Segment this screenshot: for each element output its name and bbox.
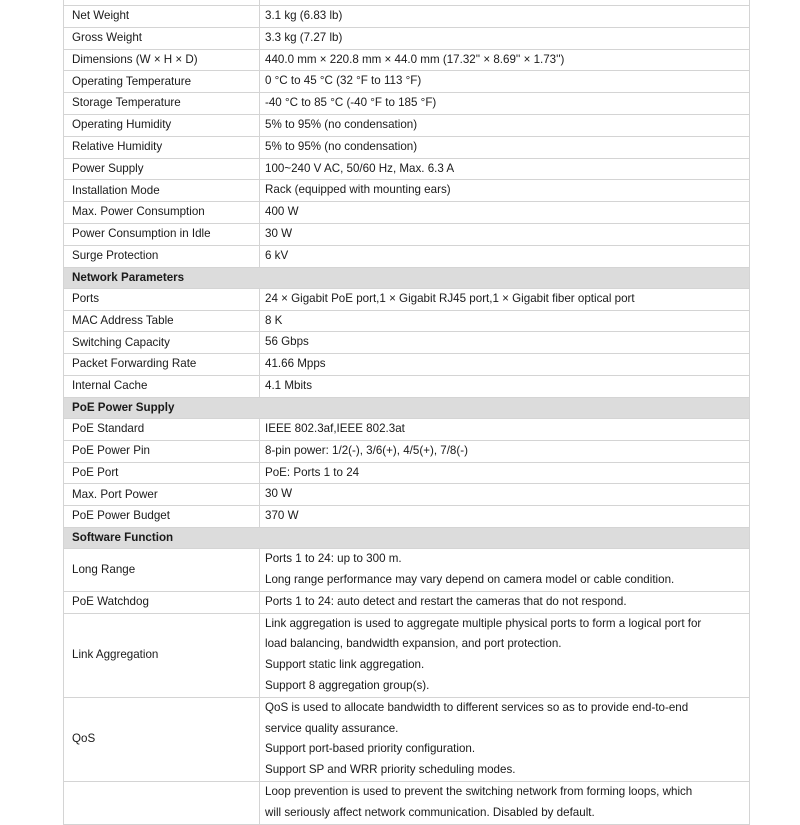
spec-key: Power Supply: [64, 158, 260, 180]
spec-key: [64, 781, 260, 824]
table-row: [64, 27, 750, 49]
spec-key: PoE Watchdog: [64, 591, 260, 613]
spec-value: [260, 591, 750, 613]
table-row: [64, 332, 750, 354]
spec-value-line: 0 °C to 45 °C (32 °F to 113 °F): [265, 74, 422, 88]
spec-key: Dimensions (W × H × D): [64, 49, 260, 71]
spec-value-line: 30 W: [265, 487, 293, 501]
spec-value-line: Loop prevention is used to prevent the switching network from forming loops, which: [265, 784, 693, 798]
spec-value-line: IEEE 802.3af,IEEE 802.3at: [265, 421, 405, 435]
spec-value-line: 56 Gbps: [265, 335, 309, 349]
spec-value-line: 30 W: [265, 226, 293, 240]
spec-key: Switching Capacity: [64, 332, 260, 354]
table-row: [64, 484, 750, 506]
spec-key: PoE Power Budget: [64, 506, 260, 528]
spec-key: Long Range: [64, 549, 260, 592]
table-row: [64, 245, 750, 267]
spec-key: Power Consumption in Idle: [64, 223, 260, 245]
section-header-row: [64, 397, 750, 418]
spec-key: Link Aggregation: [64, 613, 260, 697]
spec-key: Relative Humidity: [64, 136, 260, 158]
table-row: [64, 180, 750, 202]
section-header-row: [64, 267, 750, 288]
table-row: [64, 549, 750, 592]
table-row: [64, 288, 750, 310]
spec-value: [260, 418, 750, 440]
spec-value-line: 5% to 95% (no condensation): [265, 139, 418, 153]
spec-value-line: PoE: Ports 1 to 24: [265, 465, 360, 479]
table-row: [64, 781, 750, 824]
spec-value: [260, 223, 750, 245]
table-row: [64, 613, 750, 697]
spec-key: Ports: [64, 288, 260, 310]
spec-key: Operating Temperature: [64, 71, 260, 93]
spec-value-line: 440.0 mm × 220.8 mm × 44.0 mm (17.32'' × 8.69'' × 1.73''): [265, 52, 565, 66]
spec-value: [260, 440, 750, 462]
spec-value-line: load balancing, bandwidth expansion, and port protection.: [265, 637, 562, 651]
table-row: [64, 310, 750, 332]
spec-value: [260, 462, 750, 484]
spec-value-line: 5% to 95% (no condensation): [265, 117, 418, 131]
spec-key: QoS: [64, 697, 260, 781]
spec-key: Packet Forwarding Rate: [64, 354, 260, 376]
spec-value-line: service quality assurance.: [265, 721, 399, 735]
section-title: PoE Power Supply: [64, 397, 750, 418]
section-title: Software Function: [64, 527, 750, 548]
table-row: [64, 6, 750, 28]
spec-value-line: 24 × Gigabit PoE port,1 × Gigabit RJ45 port,1 × Gigabit fiber optical port: [265, 291, 635, 305]
table-row: [64, 71, 750, 93]
spec-value-line: Support SP and WRR priority scheduling modes.: [265, 763, 516, 777]
spec-value-line: 4.1 Mbits: [265, 378, 313, 392]
table-row: [64, 223, 750, 245]
spec-value-line: Ports 1 to 24: auto detect and restart the cameras that do not respond.: [265, 594, 627, 608]
spec-value-line: will seriously affect network communication. Disabled by default.: [265, 805, 595, 819]
spec-value: [260, 354, 750, 376]
spec-value: [260, 613, 750, 697]
spec-value: [260, 71, 750, 93]
spec-key: Max. Power Consumption: [64, 202, 260, 224]
spec-value-line: 100~240 V AC, 50/60 Hz, Max. 6.3 A: [265, 161, 455, 175]
section-title: Network Parameters: [64, 267, 750, 288]
table-row: [64, 114, 750, 136]
spec-value-line: 6 kV: [265, 248, 289, 262]
spec-value-line: 3.1 kg (6.83 lb): [265, 9, 343, 22]
spec-value-line: 400 W: [265, 205, 299, 219]
spec-value: [260, 506, 750, 528]
table-row: [64, 440, 750, 462]
spec-value-line: Support 8 aggregation group(s).: [265, 678, 430, 692]
table-row: [64, 49, 750, 71]
table-row: [64, 93, 750, 115]
spec-key: PoE Port: [64, 462, 260, 484]
spec-key: Operating Humidity: [64, 114, 260, 136]
table-row: [64, 591, 750, 613]
spec-key: Max. Port Power: [64, 484, 260, 506]
spec-key: Internal Cache: [64, 375, 260, 397]
table-row: [64, 354, 750, 376]
spec-key: MAC Address Table: [64, 310, 260, 332]
table-row: [64, 136, 750, 158]
spec-value: [260, 114, 750, 136]
spec-value: [260, 484, 750, 506]
spec-value: [260, 332, 750, 354]
spec-value: [260, 158, 750, 180]
spec-value: [260, 549, 750, 592]
spec-key: Net Weight: [64, 6, 260, 28]
spec-value-line: QoS is used to allocate bandwidth to different services so as to provide end-to-end: [265, 700, 689, 714]
spec-value: [260, 310, 750, 332]
spec-value-line: Ports 1 to 24: up to 300 m.: [265, 552, 402, 566]
section-header-row: [64, 527, 750, 548]
table-row: [64, 375, 750, 397]
spec-value: [260, 288, 750, 310]
spec-key: Installation Mode: [64, 180, 260, 202]
spec-key: Storage Temperature: [64, 93, 260, 115]
spec-key: Gross Weight: [64, 27, 260, 49]
spec-value: [260, 49, 750, 71]
spec-value-line: 8-pin power: 1/2(-), 3/6(+), 4/5(+), 7/8(-): [265, 443, 468, 457]
table-row: [64, 462, 750, 484]
spec-value-line: 8 K: [265, 313, 283, 327]
spec-value: [260, 136, 750, 158]
spec-value-line: Support port-based priority configuration.: [265, 742, 476, 756]
spec-value: [260, 93, 750, 115]
spec-key: Surge Protection: [64, 245, 260, 267]
spec-table-body: [64, 0, 750, 824]
spec-table: [63, 0, 750, 825]
spec-value: [260, 375, 750, 397]
spec-value: [260, 697, 750, 781]
spec-value: [260, 27, 750, 49]
spec-value-line: Rack (equipped with mounting ears): [265, 183, 451, 197]
spec-value: [260, 6, 750, 28]
spec-value: [260, 245, 750, 267]
table-row: [64, 697, 750, 781]
table-row: [64, 202, 750, 224]
spec-value: [260, 180, 750, 202]
spec-key: PoE Power Pin: [64, 440, 260, 462]
spec-value-line: 41.66 Mpps: [265, 357, 326, 371]
table-row: [64, 158, 750, 180]
spec-value-line: -40 °C to 85 °C (-40 °F to 185 °F): [265, 96, 437, 110]
spec-value-line: 370 W: [265, 509, 299, 523]
table-row: [64, 506, 750, 528]
spec-value-line: 3.3 kg (7.27 lb): [265, 30, 343, 44]
spec-value: [260, 781, 750, 824]
table-row: [64, 418, 750, 440]
spec-key: PoE Standard: [64, 418, 260, 440]
spec-value-line: Support static link aggregation.: [265, 658, 425, 672]
spec-value-line: Link aggregation is used to aggregate multiple physical ports to form a logical port for: [265, 616, 702, 630]
spec-value: [260, 202, 750, 224]
spec-value-line: Long range performance may vary depend on camera model or cable condition.: [265, 572, 675, 586]
